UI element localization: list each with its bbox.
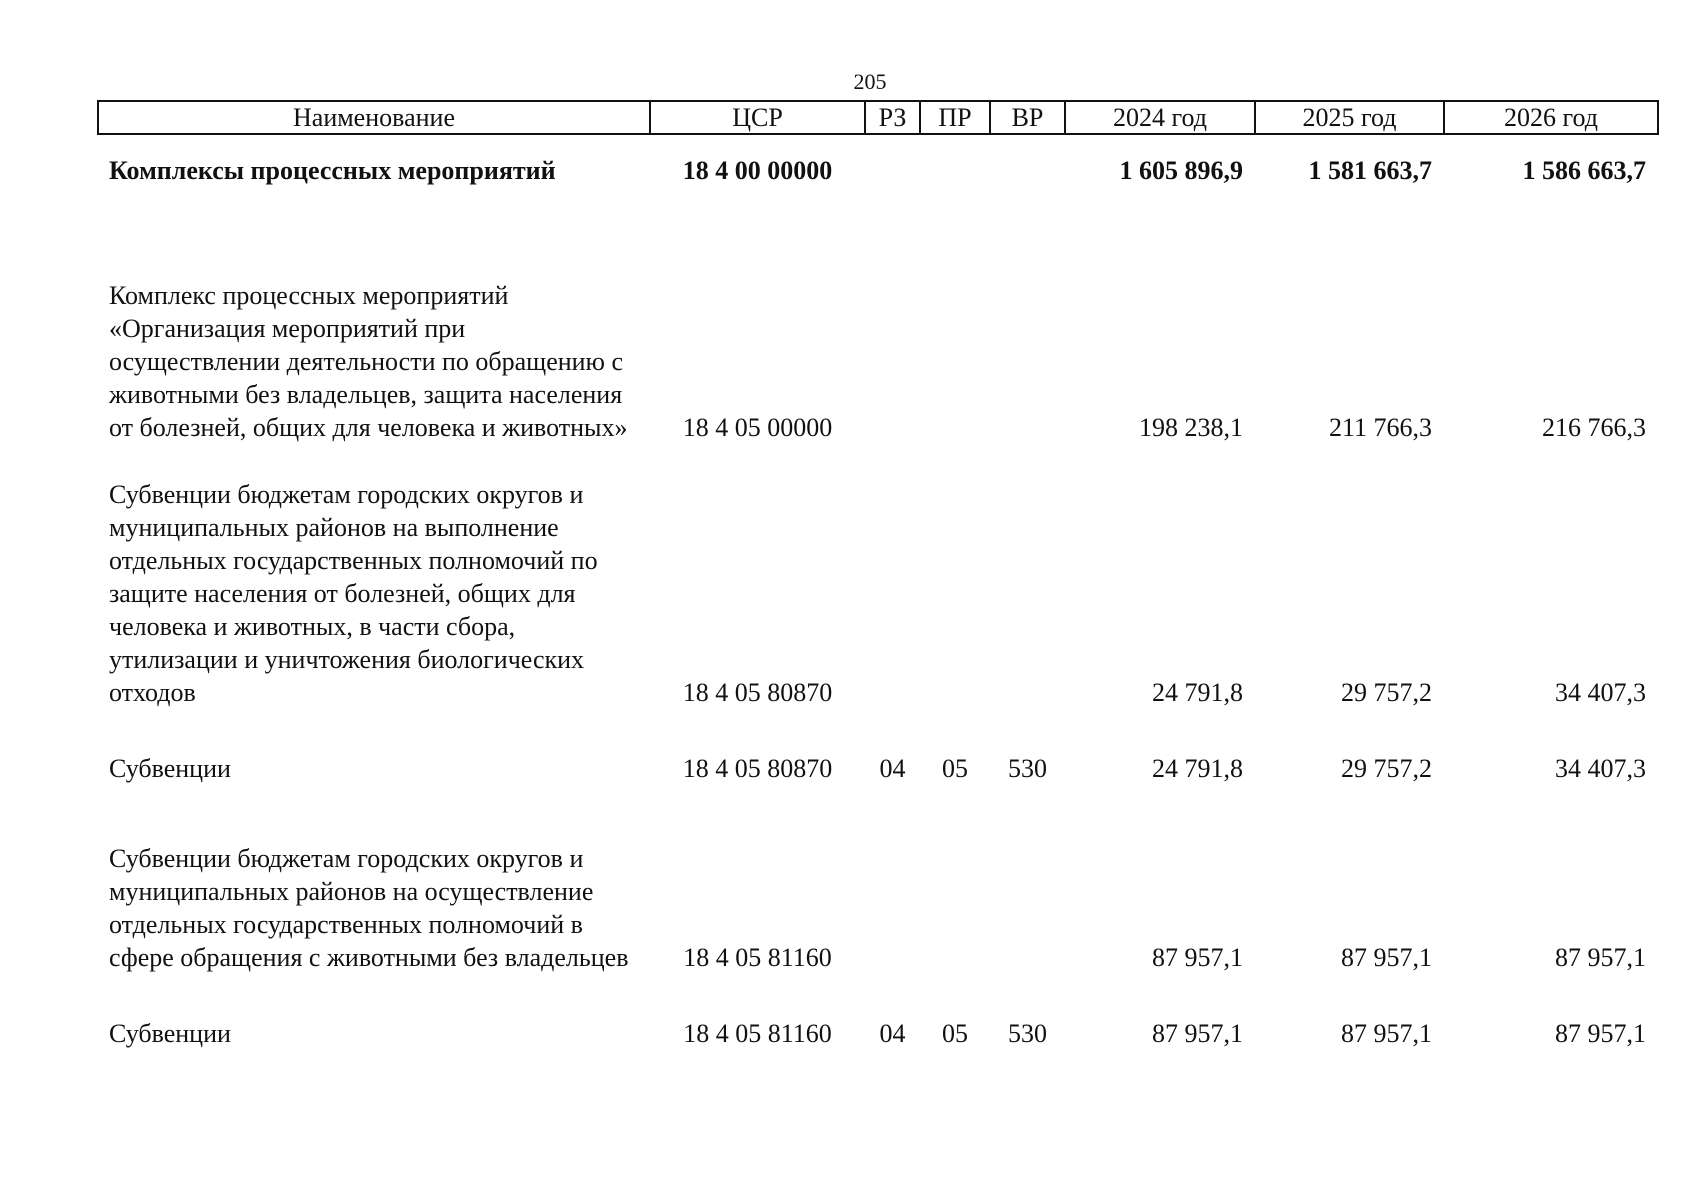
table-row (98, 974, 1658, 1050)
row-name: Субвенции бюджетам городских округов и муниципальных районов на выполнение отдельных государственных полномочий по защите населения от болезней, общих для человека и животных, в части сбора, утилизации и уничтожения биологических отходов (109, 480, 598, 707)
row-2025: 211 766,3 (1328, 413, 1432, 442)
table-row (98, 785, 1658, 974)
row-vr (990, 187, 1065, 444)
row-2026: 87 957,1 (1555, 943, 1646, 972)
row-rz: 04 (879, 754, 906, 783)
row-2026: 1 586 663,7 (1522, 156, 1646, 185)
row-2024: 24 791,8 (1152, 754, 1243, 783)
row-vr (990, 785, 1065, 974)
row-csr: 18 4 05 81160 (683, 943, 832, 972)
row-2026: 87 957,1 (1555, 1019, 1646, 1048)
row-2025: 87 957,1 (1341, 943, 1432, 972)
table-row (98, 444, 1658, 709)
row-pr: 05 (942, 754, 968, 783)
table-row (98, 187, 1658, 444)
table-header-row (98, 101, 1658, 134)
header-2024: 2024 год (1065, 101, 1255, 134)
row-pr (920, 785, 990, 974)
row-rz (865, 785, 920, 974)
row-rz (865, 187, 920, 444)
header-2026: 2026 год (1444, 101, 1658, 134)
row-pr (920, 134, 990, 187)
row-2026: 34 407,3 (1555, 754, 1646, 783)
row-name: Комплекс процессных мероприятий «Организация мероприятий при осуществлении деятельности по обращению с животными без владельцев, защита населения от болезней, общих для человека и животных» (109, 281, 628, 442)
row-vr: 530 (1008, 754, 1047, 783)
row-name: Субвенции бюджетам городских округов и муниципальных районов на осуществление отдельных государственных полномочий в сфере обращения с животными без владельцев (109, 844, 629, 972)
row-csr: 18 4 05 80870 (682, 754, 833, 783)
header-vr: ВР (990, 101, 1065, 134)
page-number: 205 (853, 69, 887, 94)
row-2025: 87 957,1 (1341, 1019, 1432, 1048)
budget-table (97, 100, 1659, 1050)
header-2025: 2025 год (1255, 101, 1444, 134)
header-name: Наименование (98, 101, 650, 134)
row-2026: 216 766,3 (1542, 413, 1646, 442)
header-pr: ПР (920, 101, 990, 134)
row-2026: 34 407,3 (1555, 678, 1646, 707)
row-2025: 29 757,2 (1341, 678, 1432, 707)
row-2025: 1 581 663,7 (1308, 156, 1432, 185)
row-rz: 04 (879, 1019, 906, 1048)
row-name: Субвенции (109, 754, 231, 783)
row-vr (990, 444, 1065, 709)
header-rz: РЗ (865, 101, 920, 134)
row-name: Комплексы процессных мероприятий (109, 156, 556, 185)
row-vr (990, 134, 1065, 187)
row-csr: 18 4 05 00000 (682, 413, 833, 442)
row-vr: 530 (1008, 1019, 1047, 1048)
row-2024: 198 238,1 (1139, 413, 1243, 442)
row-csr: 18 4 00 00000 (682, 156, 833, 185)
table-row (98, 134, 1658, 187)
row-pr (920, 444, 990, 709)
row-2025: 29 757,2 (1341, 754, 1432, 783)
row-pr: 05 (942, 1019, 968, 1048)
table-row (98, 709, 1658, 785)
row-rz (865, 444, 920, 709)
row-name: Субвенции (109, 1019, 231, 1048)
row-rz (865, 134, 920, 187)
row-csr: 18 4 05 80870 (682, 678, 833, 707)
row-pr (920, 187, 990, 444)
row-2024: 87 957,1 (1152, 943, 1243, 972)
row-2024: 24 791,8 (1152, 678, 1243, 707)
row-csr: 18 4 05 81160 (683, 1019, 832, 1048)
header-csr: ЦСР (650, 101, 865, 134)
row-2024: 87 957,1 (1152, 1019, 1243, 1048)
row-2024: 1 605 896,9 (1119, 156, 1243, 185)
